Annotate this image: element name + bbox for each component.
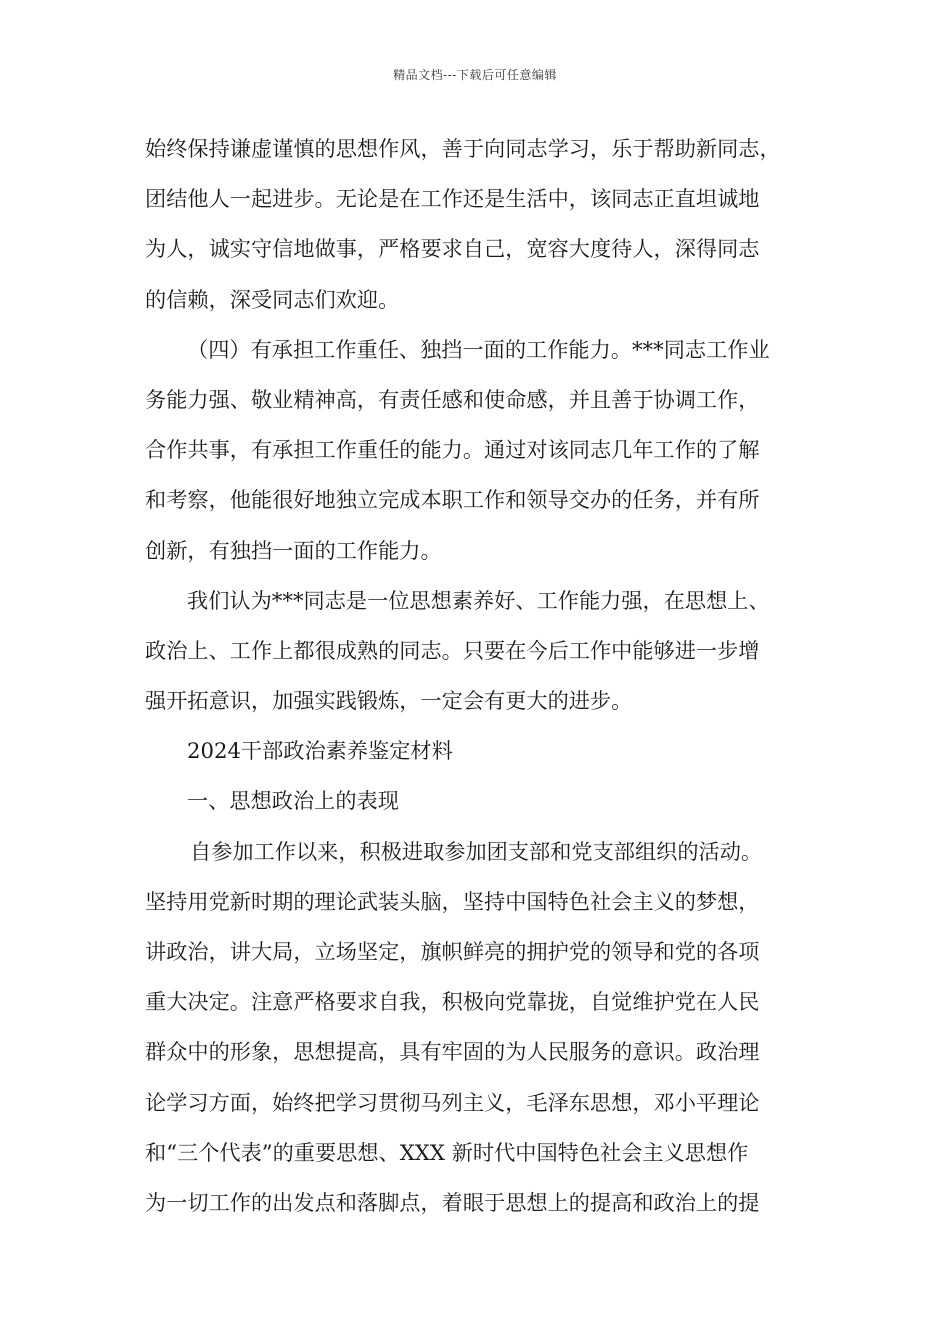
text-line: 政治上、工作上都很成熟的同志。只要在今后工作中能够进一步增 — [145, 637, 760, 663]
paragraph-start-line: （四）有承担工作重任、独挡一面的工作能力。***同志工作业 — [187, 336, 770, 362]
text-line: 坚持用党新时期的理论武装头脑，坚持中国特色社会主义的梦想， — [145, 888, 760, 914]
text-line: 的信赖，深受同志们欢迎。 — [145, 286, 400, 312]
text-line: 为一切工作的出发点和落脚点，着眼于思想上的提高和政治上的提 — [145, 1189, 760, 1215]
text-line: 务能力强、敬业精神高，有责任感和使命感，并且善于协调工作， — [145, 386, 760, 412]
document-body — [145, 124, 815, 1228]
text-line: 和考察，他能很好地独立完成本职工作和领导交办的任务，并有所 — [145, 487, 760, 513]
text-line: 始终保持谦虚谨慎的思想作风，善于向同志学习，乐于帮助新同志， — [145, 136, 781, 161]
text-line: 为人，诚实守信地做事，严格要求自己，宽容大度待人，深得同志 — [145, 236, 760, 262]
text-line: 强开拓意识，加强实践锻炼，一定会有更大的进步。 — [145, 688, 633, 714]
text-line: 团结他人一起进步。无论是在工作还是生活中，该同志正直坦诚地 — [145, 186, 760, 212]
text-line: 重大决定。注意严格要求自我，积极向党靠拢，自觉维护党在人民 — [145, 989, 760, 1015]
paragraph-start-line: 自参加工作以来，积极进取参加团支部和党支部组织的活动。 — [190, 838, 763, 864]
text-line: 和“三个代表”的重要思想、XXX 新时代中国特色社会主义思想作 — [145, 1139, 749, 1165]
text-line: 讲政治，讲大局，立场坚定，旗帜鲜亮的拥护党的领导和党的各项 — [145, 939, 760, 964]
paragraph-start-line: 我们认为***同志是一位思想素养好、工作能力强，在思想上、 — [187, 587, 770, 613]
text-line: 合作共事，有承担工作重任的能力。通过对该同志几年工作的了解 — [145, 437, 760, 463]
section-title: 2024干部政治素养鉴定材料 — [187, 738, 453, 764]
text-line: 群众中的形象，思想提高，具有牢固的为人民服务的意识。政治理 — [145, 1039, 760, 1065]
text-line: 论学习方面，始终把学习贯彻马列主义，毛泽东思想，邓小平理论 — [145, 1089, 760, 1115]
section-heading: 一、思想政治上的表现 — [187, 788, 399, 814]
page-header: 精品文档---下载后可任意编辑 — [393, 68, 557, 82]
text-line: 创新，有独挡一面的工作能力。 — [145, 537, 442, 563]
